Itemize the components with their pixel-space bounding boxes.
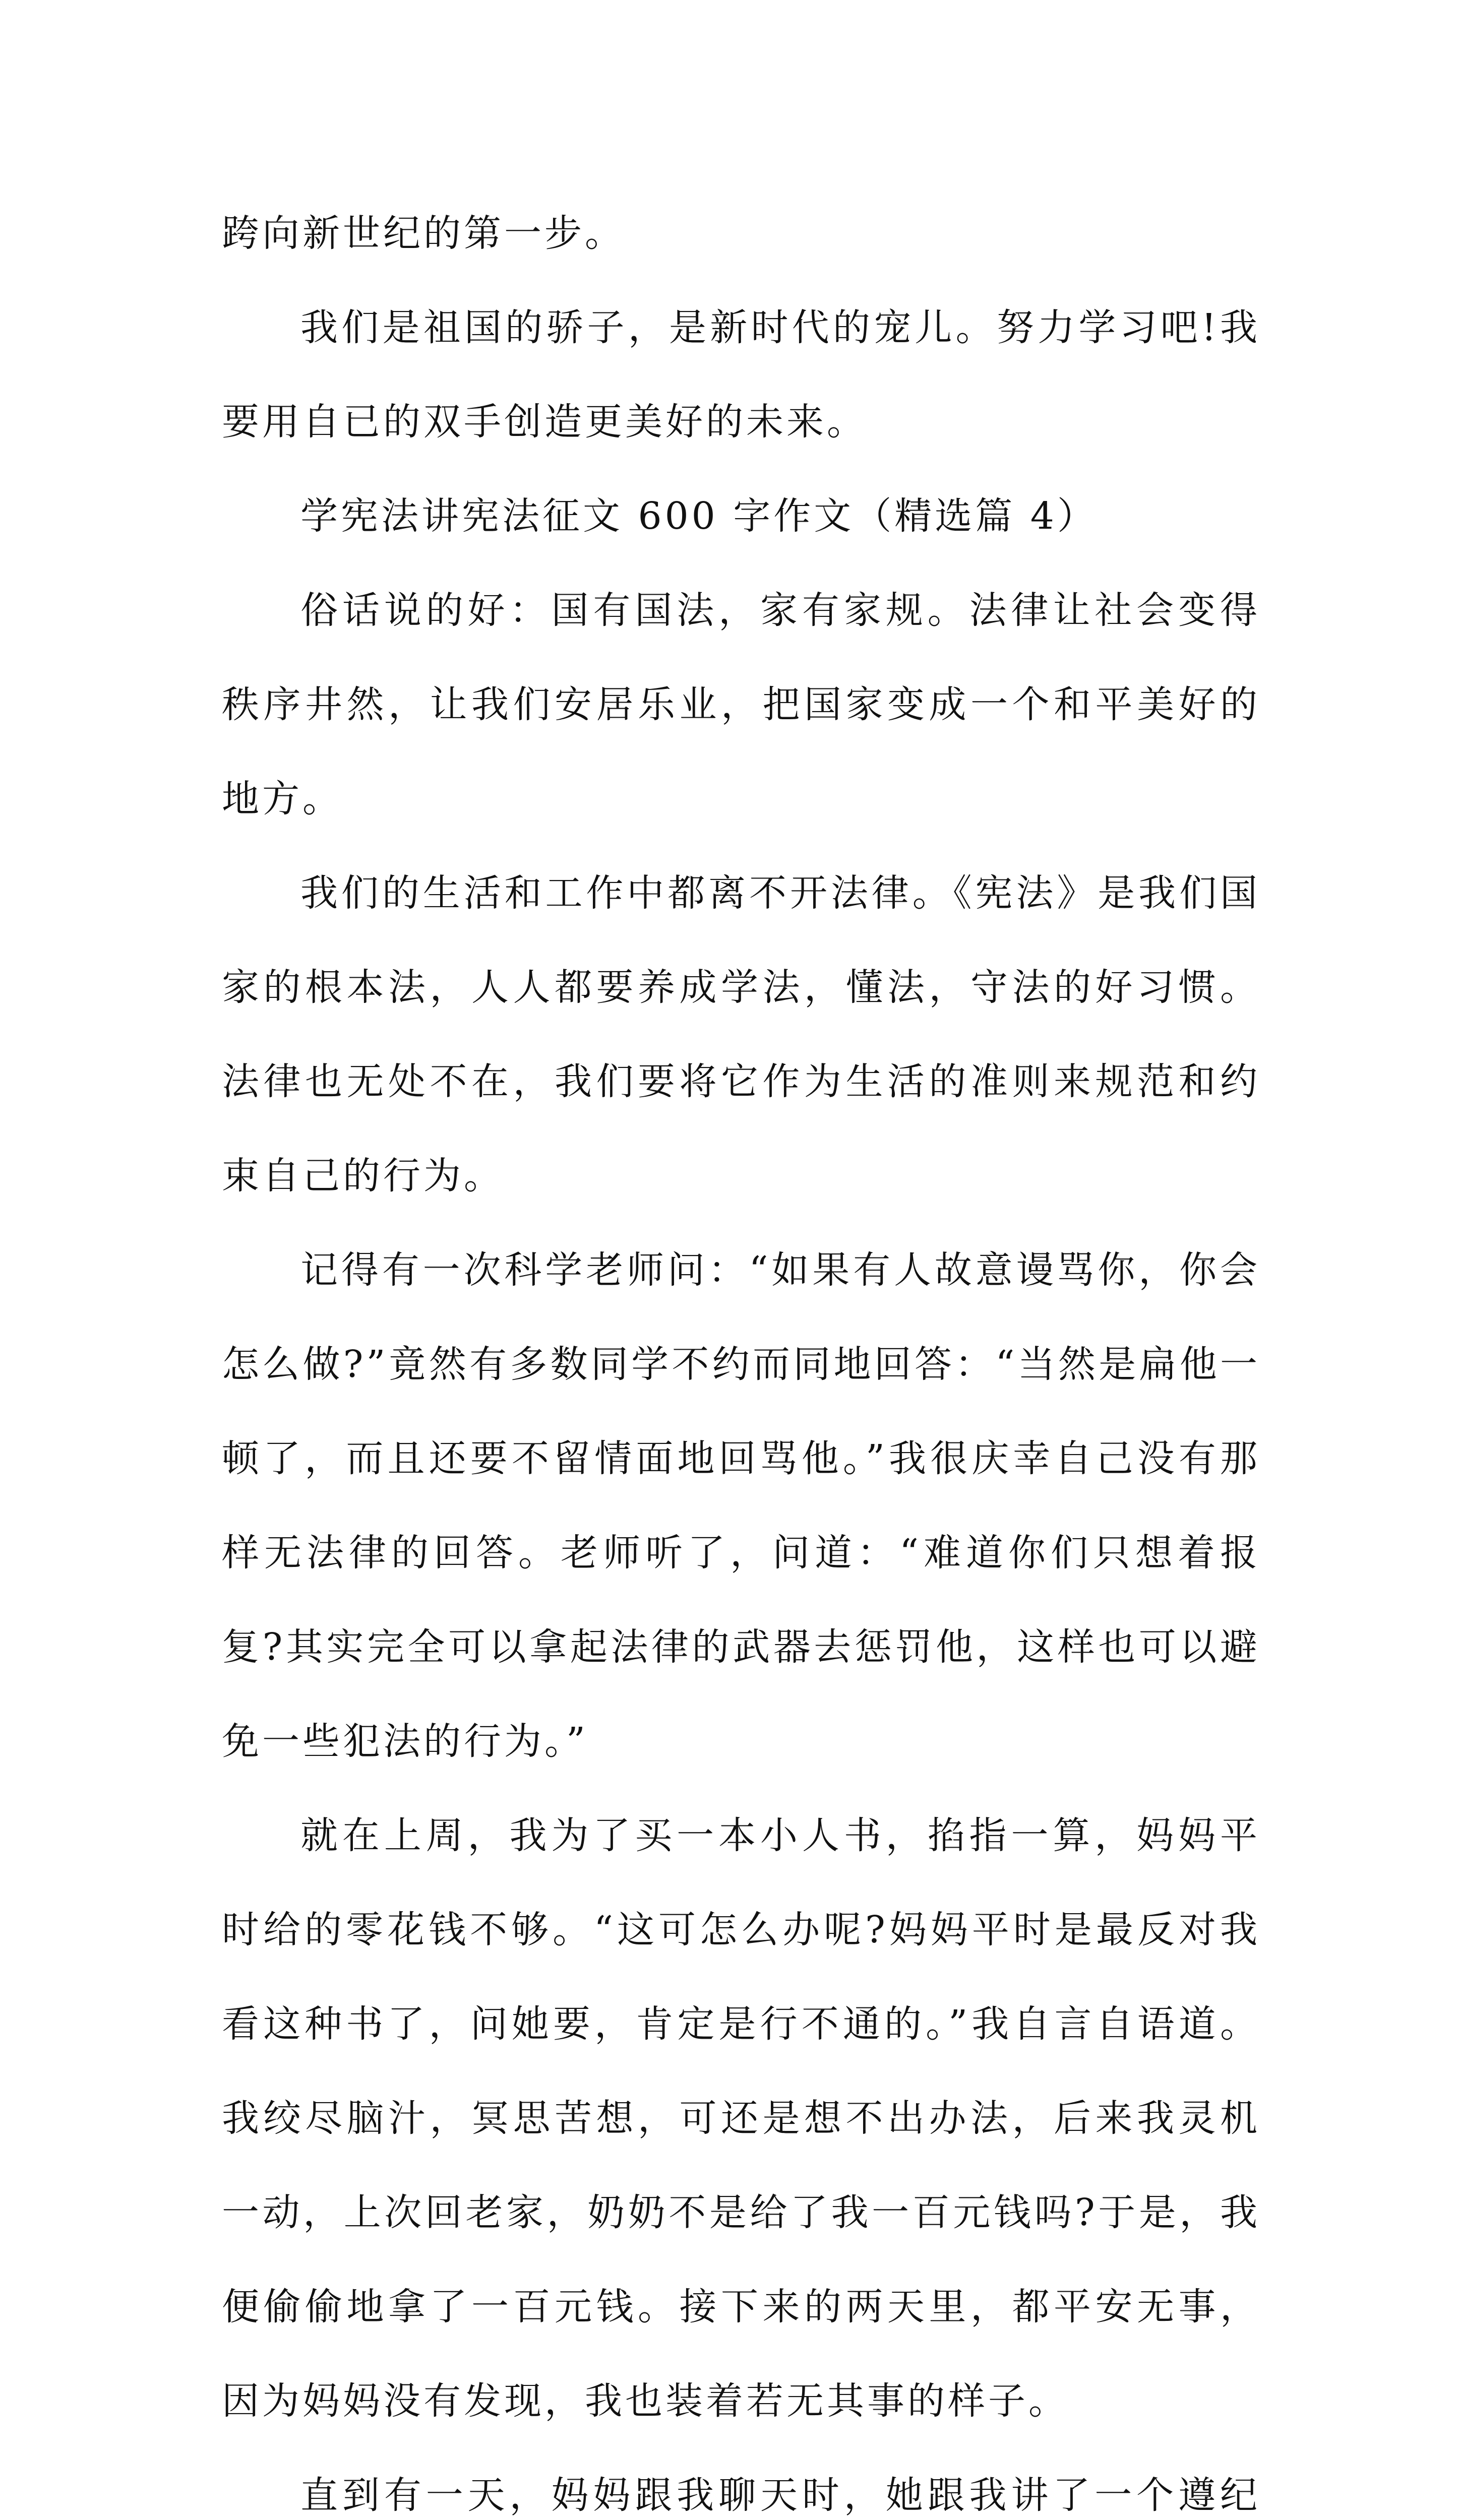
paragraph: 跨向新世纪的第一步。	[222, 212, 625, 255]
document-body	[222, 186, 1260, 2520]
paragraph: 记得有一次科学老师问：“如果有人故意谩骂你，你会怎么做?”竟然有多数同学不约而同地回答：“当然是扁他一顿了，而且还要不留情面地回骂他。”我很庆幸自己没有那样无法律的回答。老师听了，问道：“难道你们只想着报复?其实完全可以拿起法律的武器去惩罚他，这样也可以避免一些犯法的行为。”	[222, 1248, 1260, 1763]
paragraph: 直到有一天，妈妈跟我聊天时，她跟我讲了一个遵纪	[300, 2474, 1260, 2517]
paragraph: 我们的生活和工作中都离不开法律。《宪法》是我们国家的根本法，人人都要养成学法，懂法，守法的好习惯。法律也无处不在，我们要将它作为生活的准则来规范和约束自己的行为。	[222, 871, 1260, 1198]
section-heading: 学宪法讲宪法征文 600 字作文（精选篇 4）	[300, 494, 1098, 538]
paragraph: 我们是祖国的骄子，是新时代的宠儿。努力学习吧!我要用自已的双手创造更美好的未来。	[222, 306, 1260, 444]
paragraph: 就在上周，我为了买一本小人书，掐指一算，妈妈平时给的零花钱不够。“这可怎么办呢?妈妈平时是最反对我看这种书了，问她要，肯定是行不通的。”我自言自语道。我绞尽脑汁，冥思苦想，可还是想不出办法，后来我灵机一动，上次回老家，奶奶不是给了我一百元钱吗?于是，我便偷偷地拿了一百元钱。接下来的两天里，都平安无事，因为妈妈没有发现，我也装着若无其事的样子。	[222, 1814, 1260, 2423]
paragraph: 俗话说的好：国有国法，家有家规。法律让社会变得秩序井然，让我们安居乐业，把国家变成一个和平美好的地方。	[222, 589, 1260, 821]
